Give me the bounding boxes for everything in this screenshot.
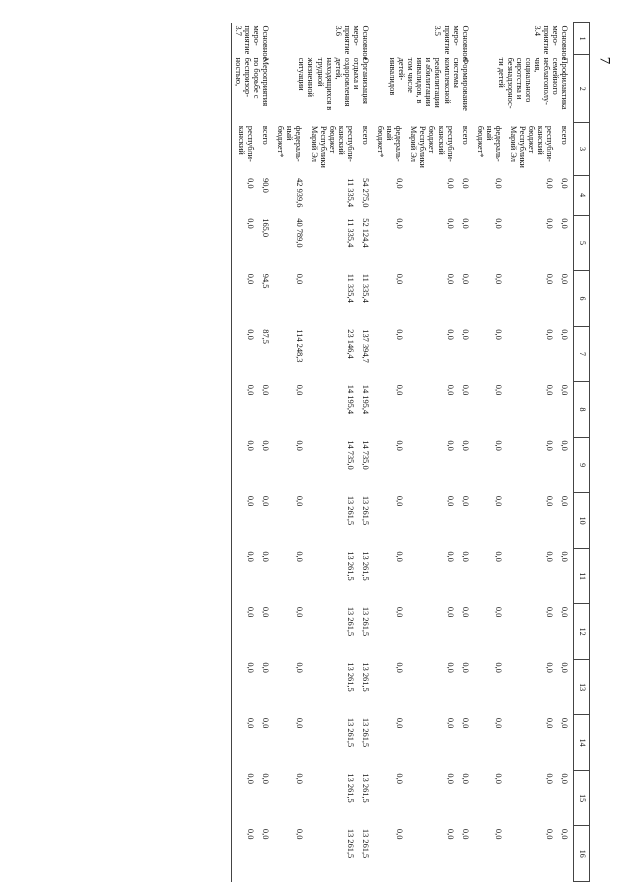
amount: 0,0 bbox=[246, 828, 256, 840]
column-header: 2 bbox=[574, 55, 590, 123]
value-cell bbox=[231, 604, 274, 660]
amount: 0,0 bbox=[294, 717, 304, 729]
amount: 0,0 bbox=[460, 773, 470, 784]
value-cell bbox=[474, 271, 574, 327]
column-header: 6 bbox=[574, 271, 590, 327]
amount: 0,0 bbox=[494, 273, 504, 285]
amount: 0,0 bbox=[261, 717, 271, 729]
amount: 0,0 bbox=[560, 717, 570, 729]
amount: 0,0 bbox=[246, 273, 256, 285]
amount: 0,0 bbox=[445, 273, 455, 285]
amount: 0,0 bbox=[445, 329, 455, 340]
value-cell bbox=[474, 715, 574, 771]
column-header: 4 bbox=[574, 175, 590, 215]
column-header: 14 bbox=[574, 715, 590, 771]
amount: 13 261,5 bbox=[345, 495, 355, 526]
amount: 0,0 bbox=[294, 662, 304, 673]
value-cell bbox=[474, 493, 574, 549]
amount: 0,0 bbox=[545, 551, 555, 562]
amount: 0,0 bbox=[294, 606, 304, 618]
value-cell bbox=[374, 493, 474, 549]
amount: 13 261,5 bbox=[360, 828, 370, 859]
amount: 0,0 bbox=[394, 218, 404, 229]
column-header: 9 bbox=[574, 437, 590, 493]
amount: 0,0 bbox=[460, 273, 470, 285]
amount: 11 335,4 bbox=[345, 273, 355, 303]
value-cell bbox=[374, 175, 474, 215]
amount: 13 261,5 bbox=[360, 495, 370, 526]
amount: 0,0 bbox=[545, 717, 555, 729]
amount: 0,0 bbox=[445, 828, 455, 840]
funding-source: всего bbox=[460, 125, 470, 145]
value-cell bbox=[231, 271, 274, 327]
amount: 0,0 bbox=[394, 717, 404, 729]
amount: 0,0 bbox=[445, 178, 455, 189]
amount: 0,0 bbox=[560, 495, 570, 507]
amount: 0,0 bbox=[545, 218, 555, 229]
funding-source: федераль- ный бюджет* bbox=[276, 125, 304, 162]
amount: 0,0 bbox=[545, 495, 555, 507]
value-cell bbox=[274, 493, 374, 549]
amount: 13 261,5 bbox=[345, 717, 355, 748]
measure-code: Основное меро- приятие 3.7 bbox=[231, 23, 274, 55]
page-number: 7 bbox=[596, 56, 613, 65]
value-cell bbox=[374, 437, 474, 493]
amount: 137 394,7 bbox=[360, 329, 370, 363]
amount: 0,0 bbox=[460, 551, 470, 562]
amount: 13 261,5 bbox=[345, 828, 355, 859]
amount: 0,0 bbox=[560, 606, 570, 618]
measure-name: Профилактика семейного неблагополу- чия, социального сиротства и безнадзорнос- ти детей bbox=[496, 57, 570, 110]
amount: 0,0 bbox=[494, 329, 504, 340]
value-cell bbox=[374, 382, 474, 438]
value-cell bbox=[374, 271, 474, 327]
amount: 0,0 bbox=[294, 773, 304, 784]
amount: 0,0 bbox=[445, 440, 455, 451]
funding-source: всего bbox=[560, 125, 570, 145]
measure-code: Основное меро- приятие 3.6 bbox=[333, 25, 370, 61]
funding-sources bbox=[231, 123, 274, 175]
measure-name: Формирование системы комплексной реабилитации и абилитации инвалидов, в том числе детей- инвалидов bbox=[388, 57, 470, 111]
amount: 0,0 bbox=[494, 606, 504, 618]
amount: 40 789,0 bbox=[294, 218, 304, 248]
amount: 11 335,4 bbox=[345, 218, 355, 248]
amount: 0,0 bbox=[394, 440, 404, 451]
amount: 13 261,5 bbox=[360, 606, 370, 637]
amount: 0,0 bbox=[394, 551, 404, 562]
amount: 11 335,4 bbox=[345, 178, 355, 208]
value-cell bbox=[274, 659, 374, 715]
amount: 0,0 bbox=[394, 773, 404, 784]
amount: 0,0 bbox=[494, 218, 504, 229]
amount: 94,5 bbox=[261, 273, 271, 289]
amount: 90,0 bbox=[261, 178, 271, 193]
amount: 13 261,5 bbox=[360, 551, 370, 581]
amount: 14 195,4 bbox=[345, 384, 355, 415]
table-row bbox=[231, 23, 274, 882]
measure-name: Организация отдыха и оздоровления детей, находящихся в трудной жизненной ситуации bbox=[297, 57, 370, 111]
value-cell bbox=[474, 770, 574, 826]
amount: 0,0 bbox=[460, 178, 470, 189]
amount: 0,0 bbox=[545, 662, 555, 673]
amount: 87,5 bbox=[261, 329, 271, 344]
amount: 0,0 bbox=[460, 495, 470, 507]
amount: 0,0 bbox=[261, 440, 271, 451]
value-cell bbox=[274, 437, 374, 493]
amount: 52 124,4 bbox=[360, 218, 370, 248]
value-cell bbox=[474, 826, 574, 882]
value-cell bbox=[231, 659, 274, 715]
column-header: 3 bbox=[574, 123, 590, 175]
amount: 0,0 bbox=[560, 551, 570, 562]
amount: 0,0 bbox=[445, 551, 455, 562]
value-cell bbox=[374, 659, 474, 715]
value-cell bbox=[231, 826, 274, 882]
amount: 0,0 bbox=[460, 662, 470, 673]
column-number-row bbox=[574, 23, 590, 882]
amount: 14 735,0 bbox=[360, 440, 370, 470]
funding-sources bbox=[474, 123, 574, 175]
amount: 13 261,5 bbox=[345, 606, 355, 637]
amount: 0,0 bbox=[261, 551, 271, 562]
value-cell bbox=[474, 659, 574, 715]
funding-sources bbox=[374, 123, 474, 175]
amount: 0,0 bbox=[494, 384, 504, 396]
value-cell bbox=[274, 271, 374, 327]
value-cell bbox=[474, 604, 574, 660]
amount: 0,0 bbox=[394, 495, 404, 507]
amount: 14 195,4 bbox=[360, 384, 370, 415]
measure-name: Мероприятия по борьбе с беспризор- ностью, bbox=[231, 55, 274, 123]
amount: 0,0 bbox=[460, 828, 470, 840]
amount: 0,0 bbox=[445, 495, 455, 507]
amount: 0,0 bbox=[246, 551, 256, 562]
value-cell bbox=[374, 715, 474, 771]
amount: 0,0 bbox=[294, 551, 304, 562]
amount: 0,0 bbox=[545, 273, 555, 285]
amount: 54 275,0 bbox=[360, 178, 370, 208]
amount: 0,0 bbox=[560, 273, 570, 285]
amount: 0,0 bbox=[494, 178, 504, 189]
value-cell bbox=[374, 604, 474, 660]
amount: 0,0 bbox=[560, 773, 570, 784]
column-header: 11 bbox=[574, 548, 590, 604]
value-cell bbox=[474, 175, 574, 215]
rotated-page bbox=[110, 22, 590, 882]
value-cell bbox=[374, 215, 474, 271]
amount: 0,0 bbox=[494, 440, 504, 451]
amount: 0,0 bbox=[545, 178, 555, 189]
amount: 0,0 bbox=[494, 495, 504, 507]
value-cell bbox=[274, 382, 374, 438]
amount: 0,0 bbox=[460, 717, 470, 729]
amount: 0,0 bbox=[460, 606, 470, 618]
amount: 0,0 bbox=[460, 384, 470, 396]
amount: 114 248,3 bbox=[294, 329, 304, 363]
amount: 13 261,5 bbox=[360, 662, 370, 692]
amount: 0,0 bbox=[560, 329, 570, 340]
amount: 0,0 bbox=[494, 662, 504, 673]
amount: 0,0 bbox=[560, 384, 570, 396]
funding-sources bbox=[274, 123, 374, 175]
amount: 0,0 bbox=[294, 440, 304, 451]
amount: 23 146,4 bbox=[345, 329, 355, 359]
amount: 0,0 bbox=[246, 178, 256, 189]
amount: 0,0 bbox=[294, 495, 304, 507]
value-cell bbox=[274, 715, 374, 771]
amount: 0,0 bbox=[261, 606, 271, 618]
amount: 0,0 bbox=[445, 662, 455, 673]
value-cell bbox=[474, 326, 574, 382]
column-header: 7 bbox=[574, 326, 590, 382]
funding-source: федераль- ный бюджет* bbox=[376, 125, 404, 162]
amount: 0,0 bbox=[294, 828, 304, 840]
value-cell bbox=[231, 326, 274, 382]
value-cell bbox=[274, 770, 374, 826]
amount: 0,0 bbox=[545, 606, 555, 618]
amount: 0,0 bbox=[246, 384, 256, 396]
value-cell bbox=[274, 604, 374, 660]
column-header: 15 bbox=[574, 770, 590, 826]
amount: 0,0 bbox=[560, 178, 570, 189]
amount: 0,0 bbox=[246, 329, 256, 340]
measure-code: Основное меро- приятие 3.5 bbox=[433, 25, 470, 61]
value-cell bbox=[231, 437, 274, 493]
value-cell bbox=[374, 326, 474, 382]
value-cell bbox=[231, 382, 274, 438]
value-cell bbox=[374, 770, 474, 826]
amount: 0,0 bbox=[560, 662, 570, 673]
amount: 11 335,4 bbox=[360, 273, 370, 303]
amount: 0,0 bbox=[261, 384, 271, 396]
amount: 0,0 bbox=[445, 717, 455, 729]
amount: 0,0 bbox=[560, 440, 570, 451]
amount: 0,0 bbox=[246, 662, 256, 673]
value-cell bbox=[474, 215, 574, 271]
amount: 0,0 bbox=[560, 218, 570, 229]
amount: 0,0 bbox=[261, 662, 271, 673]
amount: 0,0 bbox=[246, 495, 256, 507]
amount: 0,0 bbox=[394, 178, 404, 189]
value-cell bbox=[231, 215, 274, 271]
amount: 165,0 bbox=[261, 218, 271, 238]
value-cell bbox=[274, 548, 374, 604]
funding-source: федераль- ный бюджет* bbox=[475, 125, 503, 162]
amount: 0,0 bbox=[394, 662, 404, 673]
column-header: 12 bbox=[574, 604, 590, 660]
funding-source: республи- канский бюджет Республики Марий Эл bbox=[309, 125, 355, 168]
value-cell bbox=[274, 175, 374, 215]
amount: 0,0 bbox=[261, 495, 271, 507]
amount: 0,0 bbox=[460, 329, 470, 340]
funding-source: республи- канский бюджет Республики Марий Эл bbox=[508, 125, 555, 168]
amount: 0,0 bbox=[545, 828, 555, 840]
column-header: 10 bbox=[574, 493, 590, 549]
column-header: 16 bbox=[574, 826, 590, 882]
measure-code: Основное меро- приятие 3.4 bbox=[533, 25, 570, 61]
amount: 13 261,5 bbox=[345, 551, 355, 581]
table-row bbox=[374, 23, 474, 882]
amount: 0,0 bbox=[261, 773, 271, 784]
amount: 0,0 bbox=[545, 329, 555, 340]
amount: 0,0 bbox=[246, 717, 256, 729]
amount: 0,0 bbox=[445, 218, 455, 229]
amount: 0,0 bbox=[246, 606, 256, 618]
amount: 0,0 bbox=[494, 717, 504, 729]
value-cell bbox=[274, 826, 374, 882]
value-cell bbox=[474, 382, 574, 438]
value-cell bbox=[231, 493, 274, 549]
column-header: 8 bbox=[574, 382, 590, 438]
amount: 0,0 bbox=[394, 273, 404, 285]
amount: 13 261,5 bbox=[360, 717, 370, 748]
value-cell bbox=[474, 548, 574, 604]
amount: 0,0 bbox=[445, 384, 455, 396]
amount: 0,0 bbox=[545, 440, 555, 451]
amount: 0,0 bbox=[545, 384, 555, 396]
value-cell bbox=[231, 175, 274, 215]
value-cell bbox=[231, 548, 274, 604]
amount: 0,0 bbox=[246, 218, 256, 229]
amount: 42 939,6 bbox=[294, 178, 304, 208]
value-cell bbox=[374, 548, 474, 604]
value-cell bbox=[231, 715, 274, 771]
value-cell bbox=[274, 326, 374, 382]
funding-source: республи- канский bbox=[237, 125, 256, 162]
funding-source: республи- канский бюджет Республики Марий Эл bbox=[409, 125, 455, 168]
amount: 14 735,0 bbox=[345, 440, 355, 470]
amount: 0,0 bbox=[394, 384, 404, 396]
funding-source: всего bbox=[360, 125, 370, 145]
amount: 0,0 bbox=[445, 606, 455, 618]
amount: 0,0 bbox=[294, 384, 304, 396]
amount: 13 261,5 bbox=[360, 773, 370, 803]
column-header: 13 bbox=[574, 659, 590, 715]
amount: 13 261,5 bbox=[345, 662, 355, 692]
amount: 0,0 bbox=[394, 606, 404, 618]
value-cell bbox=[274, 215, 374, 271]
amount: 0,0 bbox=[460, 218, 470, 229]
amount: 13 261,5 bbox=[345, 773, 355, 803]
amount: 0,0 bbox=[394, 828, 404, 840]
amount: 0,0 bbox=[560, 828, 570, 840]
table-row bbox=[274, 23, 374, 882]
column-header: 1 bbox=[574, 23, 590, 55]
value-cell bbox=[374, 826, 474, 882]
value-cell bbox=[231, 770, 274, 826]
budget-table bbox=[231, 22, 590, 882]
amount: 0,0 bbox=[394, 329, 404, 340]
column-header: 5 bbox=[574, 215, 590, 271]
amount: 0,0 bbox=[545, 773, 555, 784]
funding-source: всего bbox=[261, 125, 271, 145]
amount: 0,0 bbox=[460, 440, 470, 451]
amount: 0,0 bbox=[261, 828, 271, 840]
amount: 0,0 bbox=[246, 440, 256, 451]
amount: 0,0 bbox=[494, 773, 504, 784]
amount: 0,0 bbox=[494, 828, 504, 840]
amount: 0,0 bbox=[445, 773, 455, 784]
amount: 0,0 bbox=[494, 551, 504, 562]
amount: 0,0 bbox=[294, 273, 304, 285]
table-row bbox=[474, 23, 574, 882]
value-cell bbox=[474, 437, 574, 493]
amount: 0,0 bbox=[246, 773, 256, 784]
